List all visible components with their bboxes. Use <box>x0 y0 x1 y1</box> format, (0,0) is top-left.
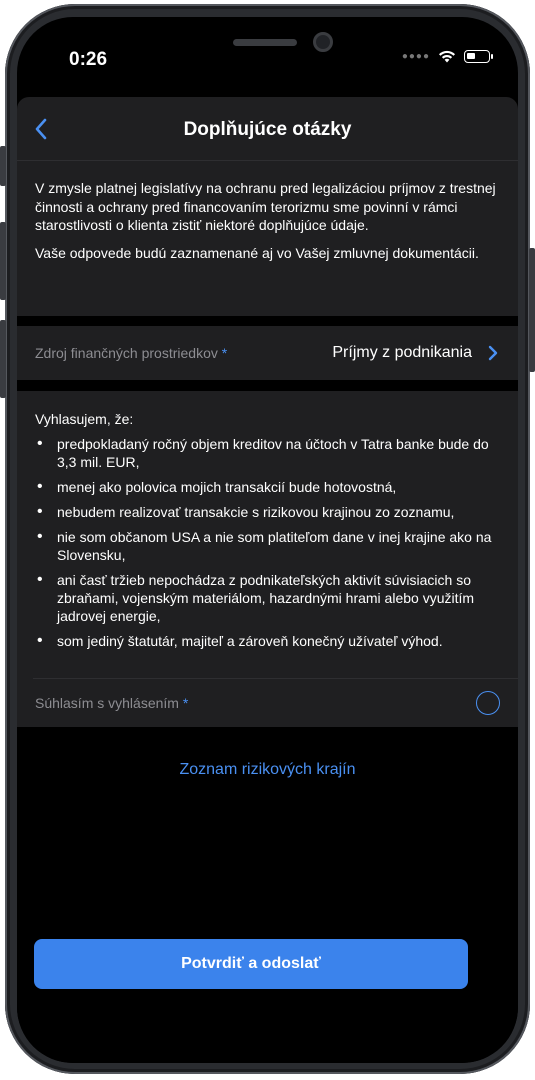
wifi-icon <box>438 50 456 63</box>
status-icons <box>402 50 490 63</box>
declaration-title: Vyhlasujem, že: <box>35 411 134 427</box>
intro-paragraph: Vaše odpovede budú zaznamenané aj vo Vašej zmluvnej dokumentácii. <box>35 244 479 261</box>
declaration-item: • som jediný štatutár, majiteľ a zároveň konečný užívateľ výhod. <box>35 632 502 650</box>
source-of-funds-value: Príjmy z podnikania <box>332 344 472 361</box>
submit-button[interactable]: Potvrdiť a odoslať <box>34 939 468 989</box>
modal-sheet <box>17 97 518 1063</box>
declaration-item: • ani časť tržieb nepochádza z podnikateľských aktivít súvisiacich so zbraňami, vojenským materiálom, hazardnými hrami alebo využitím jadrovej energie, <box>35 571 502 625</box>
intro-paragraph: V zmysle platnej legislatívy na ochranu pred legalizáciou príjmov z trestnej činnosti a ochrany pred financovaním terorizmu sme povinní v rámci starostlivosti o klienta zistiť niektoré doplňujúce údaje. <box>35 180 496 233</box>
required-marker: * <box>182 695 189 711</box>
page-title: Doplňujúce otázky <box>183 119 352 140</box>
declaration-item: • nebudem realizovať transakcie s rizikovou krajinou zo zoznamu, <box>35 503 502 521</box>
consent-label: Súhlasím s vyhlásením * <box>35 695 189 711</box>
required-marker: * <box>221 345 228 361</box>
mute-switch <box>0 146 6 186</box>
earpiece-speaker <box>233 39 297 46</box>
volume-up-button <box>0 222 6 300</box>
declaration-item: • predpokladaný ročný objem kreditov na účtoch v Tatra banke bude do 3,3 mil. EUR, <box>35 435 502 471</box>
battery-icon <box>464 50 490 63</box>
chevron-right-icon <box>488 345 498 361</box>
source-of-funds-row[interactable] <box>17 326 518 380</box>
navigation-bar <box>17 97 518 161</box>
volume-down-button <box>0 320 6 398</box>
consent-row[interactable] <box>17 679 518 727</box>
declaration-section <box>17 391 518 727</box>
declaration-item: • menej ako polovica mojich transakcií bude hotovostná, <box>35 478 502 496</box>
consent-radio[interactable] <box>476 691 500 715</box>
status-bar <box>17 17 518 89</box>
screen <box>17 17 518 1063</box>
declaration-item: • nie som občanom USA a nie som platiteľom dane v inej krajine ako na Slovensku, <box>35 528 502 564</box>
signal-dots-icon: ●●●● <box>401 51 430 62</box>
status-time: 0:26 <box>69 49 108 70</box>
front-camera <box>313 32 333 52</box>
declaration-list <box>35 435 502 657</box>
intro-section <box>17 161 518 316</box>
risk-countries-link[interactable]: Zoznam rizikových krajín <box>179 761 356 778</box>
power-button <box>529 248 535 372</box>
source-of-funds-label: Zdroj finančných prostriedkov * <box>35 345 228 361</box>
